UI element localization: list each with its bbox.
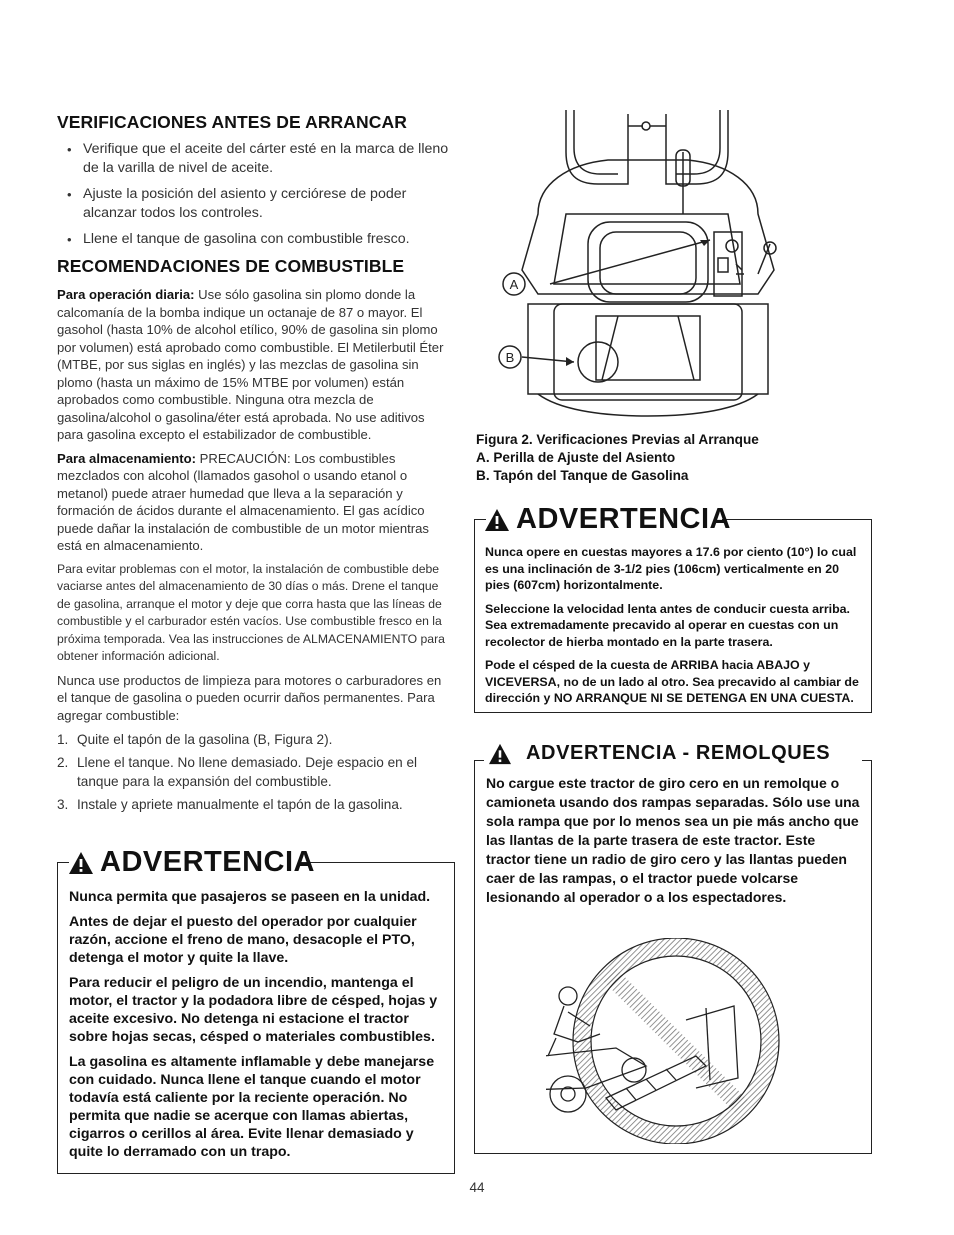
step-text: Instale y apriete manualmente el tapón de la gasolina.	[77, 797, 403, 812]
warning-left-paragraph: Para reducir el peligro de un incendio, mantenga el motor, el tractor y la podadora libre de césped, hojas y aceite excesivo. No detenga ni estacione el tractor sobre hojas secas, césped o materiales combustibles.	[69, 975, 438, 1045]
figure-caption: Figura 2. Verificaciones Previas al Arranque	[476, 432, 759, 447]
fuel-storage-paragraph	[57, 450, 453, 555]
list-item	[57, 730, 453, 749]
checks-title: VERIFICACIONES ANTES DE ARRANCAR	[57, 112, 407, 132]
list-item: • Llene el tanque de gasolina con combustible fresco.	[57, 230, 453, 249]
warning-left-header	[68, 846, 315, 879]
warning-left-title: ADVERTENCIA	[100, 846, 315, 878]
page-number: 44	[469, 1180, 485, 1195]
warning-box-trailer-top-line	[862, 760, 872, 761]
fuel-steps	[57, 730, 453, 814]
fuel-title: RECOMENDACIONES DE COMBUSTIBLE	[57, 256, 405, 276]
warning-right-title: ADVERTENCIA	[516, 503, 731, 535]
warning-right-paragraph: Pode el césped de la cuesta de ARRIBA hacia ABAJO y VICEVERSA, no de un lado al otro. Sea precavido al cambiar de dirección y NO ARRANQUE NI SE DETENGA EN UNA CUESTA.	[485, 658, 859, 705]
warning-right-header	[484, 503, 731, 536]
warning-triangle-icon	[68, 851, 94, 875]
fuel-storage-label: Para almacenamiento:	[57, 450, 196, 466]
list-item	[57, 795, 453, 814]
warning-triangle-icon	[484, 508, 510, 532]
warning-left-body	[69, 888, 447, 1161]
prohibited-ramp-illustration	[546, 938, 790, 1144]
step-number: 3.	[57, 797, 69, 812]
figure-legend-item: B. Tapón del Tanque de Gasolina	[476, 468, 689, 483]
warning-left-paragraph: Nunca permita que pasajeros se paseen en la unidad.	[69, 889, 431, 905]
callout-a-label: A	[509, 277, 519, 292]
warning-right-paragraph: Seleccione la velocidad lenta antes de conducir cuesta arriba. Sea extremadamente precavido al operar en cuestas con un recolector de hierba montado en la parte trasera.	[485, 601, 850, 649]
warning-box-left-top-line	[300, 862, 455, 863]
warning-trailer-title: ADVERTENCIA - REMOLQUES	[526, 742, 831, 764]
fuel-daily-text: Use sólo gasolina sin plomo donde la calcomanía de la bomba indique un octanaje de 87 o mayor. El gasohol (hasta 10% de alcohol etílico, 90% de gasolina sin plomo por volumen) está aprobado como combustible. El Metilerbutil Éter (MTBE, por sus siglas en inglés) y las mezclas de gasolina sin plomo (hasta un máximo de 15% MTBE por volumen) están aprobados como combustible. Ninguna otra mezcla de gasolina/alcohol o gasolina/éter está aprobada. No use aditivos para gasolina excepto el estabilizador de combustible.	[57, 287, 444, 442]
tractor-figure	[478, 104, 818, 424]
warning-left-paragraph: La gasolina es altamente inflamable y debe manejarse con cuidado. Nunca llene el tanque cuando el motor todavía está caliente por la reciente operación. No permita que nadie se acerque con llamas abiertas, cigarros o cerillos al área. Evite llenar demasiado y quite lo derramado con un trapo.	[69, 1054, 435, 1160]
list-item: • Verifique que el aceite del cárter esté en la marca de lleno de la varilla de nivel de aceite.	[57, 140, 453, 178]
warning-left-paragraph: Antes de dejar el puesto del operador por cualquier razón, accione el freno de mano, desacople el PTO, detenga el motor y quite la llave.	[69, 914, 417, 966]
warning-trailer-header	[488, 742, 830, 765]
fuel-daily-paragraph	[57, 286, 453, 444]
warning-box-right-top-line	[722, 519, 872, 520]
step-number: 2.	[57, 755, 69, 770]
list-item	[57, 753, 453, 791]
list-item: • Ajuste la posición del asiento y cerciórese de poder alcanzar todos los controles.	[57, 185, 453, 223]
fuel-storage-text: PRECAUCIÓN: Los combustibles mezclados con alcohol (llamados gasohol o usando etanol o metanol) puede atraer humedad que lleva a la separación y formación de ácidos durante el almacenamiento. El gas acídico puede dañar la instalación de combustible de un motor mientras está en almacenamiento.	[57, 450, 429, 553]
warning-trailer-text: No cargue este tractor de giro cero en un remolque o camioneta usando dos rampas separadas. Sólo use una sola rampa que por lo menos sea un pie más ancho que las llantas de la parte trasera de este tractor. Este tractor tiene un radio de giro cero y las llantas pueden caer de las rampas, o el tractor puede volcarse lesionando al operador o a los espectadores.	[486, 775, 860, 905]
left-column	[57, 112, 453, 818]
warning-right-body	[485, 544, 863, 707]
fuel-avoid-paragraph: Para evitar problemas con el motor, la instalación de combustible debe vaciarse antes del almacenamiento de 30 días o más. Drene el tanque de gasolina, arranque el motor y deje que corra hasta que las líneas de combustible y el carburador estén vacíos. Use combustible fresco en la próxima temporada. Vea las instrucciones de ALMACENAMIENTO para obtener información adicional.	[57, 561, 445, 663]
callout-b-label: B	[505, 350, 515, 365]
step-text: Llene el tanque. No llene demasiado. Deje espacio en el tanque para la expansión del combustible.	[77, 755, 418, 789]
fuel-daily-label: Para operación diaria:	[57, 287, 195, 302]
warning-box-trailer-top-line	[474, 760, 484, 761]
checks-list	[57, 140, 453, 249]
step-text: Quite el tapón de la gasolina (B, Figura 2).	[77, 732, 333, 747]
figure-caption-block	[476, 431, 876, 485]
fuel-never-paragraph: Nunca use productos de limpieza para motores o carburadores en el tanque de gasolina o pueden ocurrir daños permanentes. Para agregar combustible:	[57, 672, 442, 723]
figure-legend-item: A. Perilla de Ajuste del Asiento	[476, 450, 676, 465]
warning-triangle-icon	[488, 743, 512, 765]
warning-right-paragraph: Nunca opere en cuestas mayores a 17.6 por ciento (10°) lo cual es una inclinación de 3-1/2 pies (106cm) verticalmente en 20 pies (607cm) horizontalmente.	[485, 545, 857, 592]
step-number: 1.	[57, 732, 69, 747]
